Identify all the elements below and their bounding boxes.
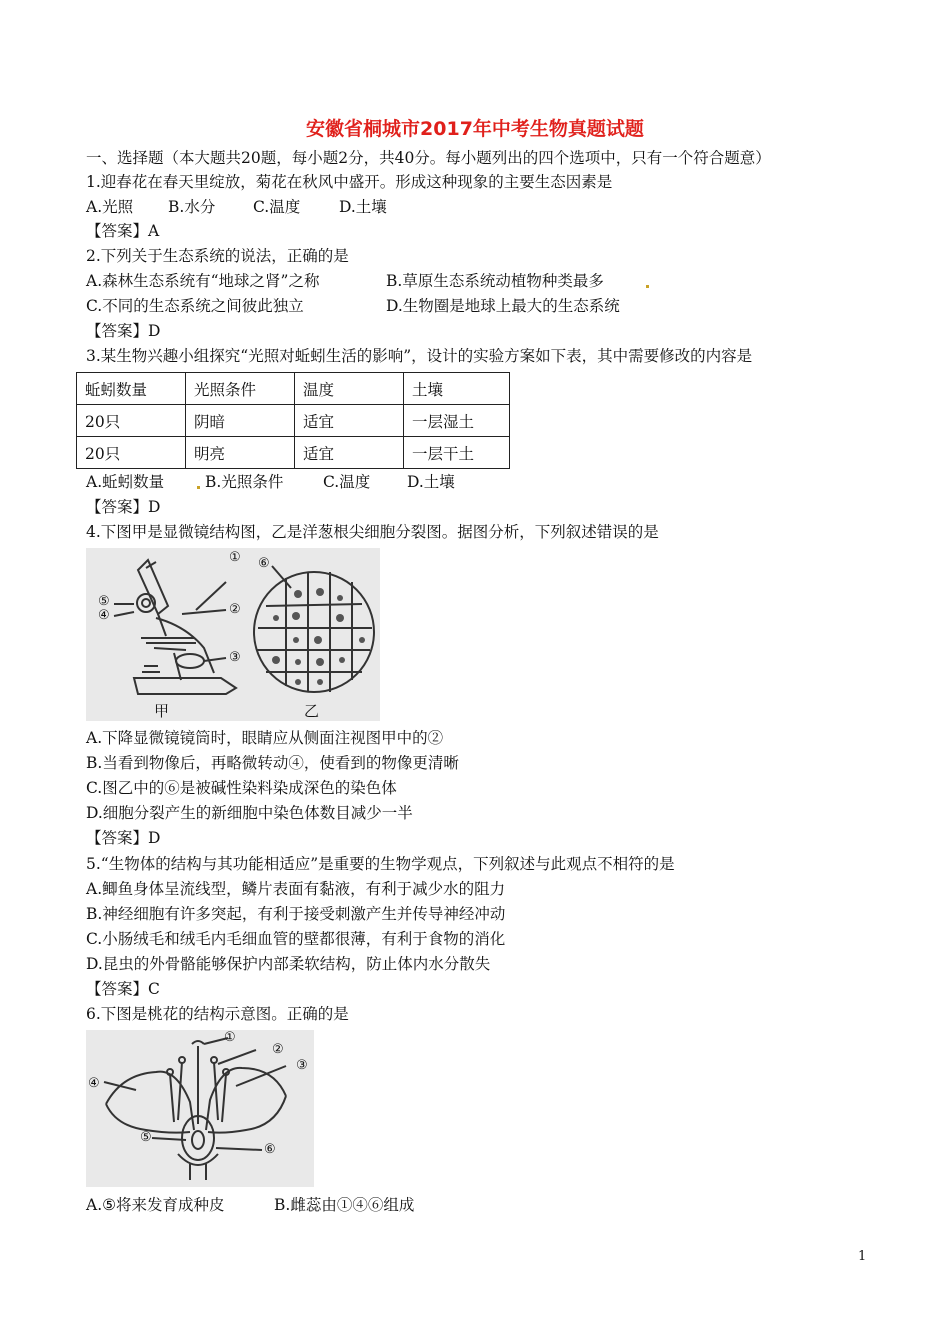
table-cell: 明亮	[186, 437, 295, 469]
table-cell: 一层湿土	[404, 405, 510, 437]
q6-stem: 6.下图是桃花的结构示意图。正确的是	[86, 1005, 349, 1023]
table-cell: 光照条件	[186, 373, 295, 405]
q3-option-a: A.蚯蚓数量	[86, 473, 165, 491]
flower-label-1: ①	[224, 1030, 236, 1045]
q4-option-b: B.当看到物像后，再略微转动④，使看到的物像更清晰	[86, 754, 459, 772]
table-row	[77, 437, 510, 469]
q2-option-d: D.生物圈是地球上最大的生态系统	[386, 297, 620, 315]
q1-stem: 1.迎春花在春天里绽放，菊花在秋风中盛开。形成这种现象的主要生态因素是	[86, 173, 613, 191]
q5-option-b: B.神经细胞有许多突起，有利于接受刺激产生并传导神经冲动	[86, 905, 506, 923]
q5-option-d: D.昆虫的外骨骼能够保护内部柔软结构，防止体内水分散失	[86, 955, 491, 973]
q1-option-d: D.土壤	[339, 198, 387, 216]
table-row	[77, 405, 510, 437]
q3-stem: 3.某生物兴趣小组探究“光照对蚯蚓生活的影响”，设计的实验方案如下表，其中需要修改的内容是	[86, 347, 753, 365]
table-cell: 20只	[77, 405, 186, 437]
q3-answer: 【答案】D	[86, 498, 161, 516]
microscope-figure	[86, 548, 380, 721]
figure-caption-left: 甲	[154, 702, 170, 720]
q2-stem: 2.下列关于生态系统的说法，正确的是	[86, 247, 349, 265]
table-cell: 20只	[77, 437, 186, 469]
stray-mark	[197, 486, 200, 489]
q5-option-a: A.鲫鱼身体呈流线型，鳞片表面有黏液，有利于减少水的阻力	[86, 880, 506, 898]
q2-answer: 【答案】D	[86, 322, 161, 340]
flower-label-5: ⑤	[140, 1130, 152, 1145]
q1-answer: 【答案】A	[86, 222, 160, 240]
flower-label-3: ③	[296, 1058, 308, 1073]
label-4: ④	[98, 608, 110, 623]
table-cell: 土壤	[404, 373, 510, 405]
q5-answer: 【答案】C	[86, 980, 160, 998]
flower-label-4: ④	[88, 1076, 100, 1091]
q2-option-c: C.不同的生态系统之间彼此独立	[86, 297, 304, 315]
table-cell: 温度	[295, 373, 404, 405]
table-row	[77, 373, 510, 405]
q3-option-b: B.光照条件	[205, 473, 284, 491]
q4-answer: 【答案】D	[86, 829, 161, 847]
section-header: 一、选择题（本大题共20题，每小题2分，共40分。每小题列出的四个选项中，只有一个符合题意）	[86, 149, 771, 167]
q6-option-b: B.雌蕊由①④⑥组成	[274, 1196, 415, 1214]
flower-label-6: ⑥	[264, 1142, 276, 1157]
q4-option-c: C.图乙中的⑥是被碱性染料染成深色的染色体	[86, 779, 397, 797]
q4-stem: 4.下图甲是显微镜结构图，乙是洋葱根尖细胞分裂图。据图分析，下列叙述错误的是	[86, 523, 659, 541]
figure-caption-right: 乙	[304, 702, 320, 720]
q1-option-a: A.光照	[86, 198, 134, 216]
page-number: 1	[858, 1249, 867, 1264]
table-cell: 适宜	[295, 405, 404, 437]
label-2: ②	[229, 602, 241, 617]
q4-option-a: A.下降显微镜镜筒时，眼睛应从侧面注视图甲中的②	[86, 729, 444, 747]
table-cell: 适宜	[295, 437, 404, 469]
q3-option-c: C.温度	[323, 473, 371, 491]
q2-option-b: B.草原生态系统动植物种类最多	[386, 272, 604, 290]
stray-mark	[646, 285, 649, 288]
q3-option-d: D.土壤	[407, 473, 455, 491]
microscope-illustration	[86, 548, 380, 721]
table-cell: 一层干土	[404, 437, 510, 469]
q4-option-d: D.细胞分裂产生的新细胞中染色体数目减少一半	[86, 804, 413, 822]
label-3: ③	[229, 650, 241, 665]
label-1: ①	[229, 550, 241, 565]
peach-flower-figure	[86, 1030, 314, 1187]
q2-option-a: A.森林生态系统有“地球之肾”之称	[86, 272, 320, 290]
q1-option-c: C.温度	[253, 198, 301, 216]
page-title: 安徽省桐城市2017年中考生物真题试题	[306, 118, 644, 140]
label-5: ⑤	[98, 594, 110, 609]
q5-stem: 5.“生物体的结构与其功能相适应”是重要的生物学观点，下列叙述与此观点不相符的是	[86, 855, 675, 873]
experiment-table	[76, 372, 510, 469]
table-cell: 阴暗	[186, 405, 295, 437]
q5-option-c: C.小肠绒毛和绒毛内毛细血管的壁都很薄，有利于食物的消化	[86, 930, 506, 948]
flower-label-2: ②	[272, 1042, 284, 1057]
table-cell: 蚯蚓数量	[77, 373, 186, 405]
label-6: ⑥	[258, 556, 270, 571]
q6-option-a: A.⑤将来发育成种皮	[86, 1196, 225, 1214]
q1-option-b: B.水分	[168, 198, 216, 216]
